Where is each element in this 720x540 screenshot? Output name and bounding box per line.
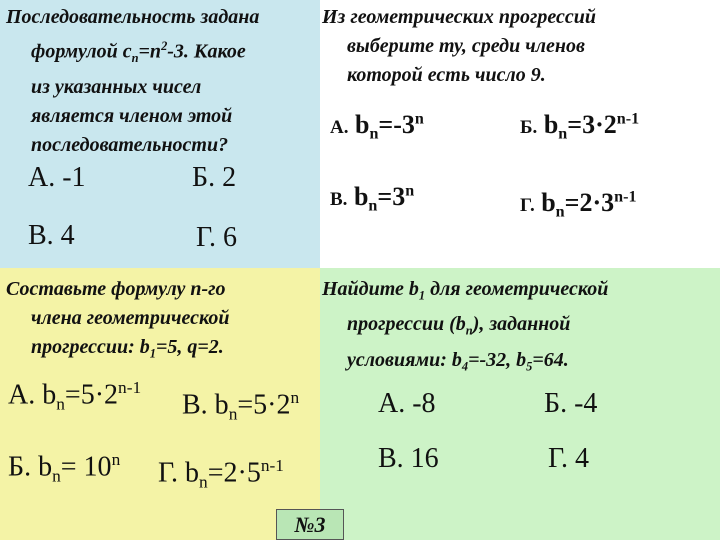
option-base: b (541, 188, 556, 217)
task3-text-part: =5, q=2. (155, 336, 224, 358)
task4-answer-g: Г. 4 (548, 443, 590, 474)
task2-option-v (330, 182, 414, 216)
task1-answer-v: В. 4 (28, 220, 75, 251)
option-sup: n (405, 182, 415, 200)
task4-sub: n (465, 323, 473, 338)
task4-line (322, 346, 608, 381)
task1-text-part: -3. Какое (167, 40, 246, 63)
task3-option-b (8, 450, 120, 486)
task2-option-a (330, 110, 424, 144)
task4-text-part: ), заданной (472, 313, 571, 336)
task1-answer-a: А. -1 (28, 162, 86, 193)
task3-line (6, 333, 229, 368)
option-sup: n-1 (614, 188, 637, 206)
option-sup: n (414, 110, 424, 128)
slide-number-badge: №3 (276, 509, 344, 540)
option-base: b (543, 110, 559, 139)
task2-text (322, 3, 596, 90)
task1-text-part: =n (138, 40, 162, 63)
task4-line (322, 275, 608, 310)
task1-text-part: формулой c (31, 40, 132, 63)
task1-answer-b: Б. 2 (192, 162, 237, 193)
option-sub: n (199, 472, 208, 492)
task4-answer-a: А. -8 (378, 388, 436, 419)
option-sub: n (52, 466, 61, 486)
option-sup: n-1 (118, 378, 142, 397)
task4-text-part: прогрессии (b (347, 313, 466, 336)
option-base: b (353, 182, 369, 211)
task4-text-part: для геометрической (425, 278, 609, 300)
task4-line (322, 310, 608, 345)
task4-text (322, 275, 608, 381)
option-prefix: А. b (8, 379, 57, 411)
task3-sub: 1 (149, 346, 156, 361)
task3-option-a (8, 378, 141, 414)
option-mid: =5·2 (237, 389, 291, 421)
task4-sub: 4 (461, 358, 469, 373)
task4-sub: 5 (526, 358, 533, 373)
task3-option-v (182, 388, 299, 424)
task4-answer-v: В. 16 (378, 443, 439, 474)
option-mid: =-3 (378, 110, 415, 139)
task2-line: Из геометрических прогрессий (322, 6, 596, 28)
option-mid: =3·2 (567, 110, 617, 139)
task3-text-part: прогрессии: b (31, 336, 150, 358)
option-sub: n (368, 197, 378, 215)
option-mid: = 10 (60, 451, 112, 483)
task3-line: Составьте формулу n-го (6, 278, 226, 300)
option-sup: n (290, 388, 300, 407)
task2-option-b (520, 110, 639, 144)
option-sub: n (56, 394, 65, 414)
task1-line: является членом этой (31, 104, 233, 127)
task4-text-part: Найдите b (322, 278, 419, 300)
task1-line: Последовательность задана (6, 6, 260, 28)
task2-line: которой есть число 9. (347, 64, 546, 86)
task4-text-part: =-32, b (468, 348, 527, 371)
option-prefix: Б. b (8, 451, 53, 483)
option-sub: n (228, 404, 238, 424)
task1-line: последовательности? (31, 133, 229, 156)
option-sub: n (369, 125, 379, 143)
task4-answer-b: Б. -4 (544, 388, 598, 419)
task2-option-g (520, 188, 637, 222)
option-sup: n-1 (616, 110, 640, 128)
task1-answer-g: Г. 6 (196, 222, 238, 253)
option-sub: n (558, 125, 568, 143)
option-letter: В. (330, 189, 348, 210)
task2-line: выберите ту, среди членов (347, 35, 585, 57)
option-base: b (354, 110, 370, 139)
task3-option-g (158, 456, 284, 492)
task4-text-part: =64. (532, 348, 569, 371)
option-sup: n-1 (260, 456, 284, 475)
task1-text (6, 3, 259, 160)
option-mid: =3 (377, 182, 406, 211)
option-prefix: Г. b (158, 457, 200, 489)
task4-text-part: условиями: b (347, 348, 462, 371)
option-sup: n (111, 450, 121, 469)
task4-sub: 1 (418, 288, 426, 303)
option-letter: Б. (520, 117, 538, 138)
task3-line: члена геометрической (31, 307, 230, 329)
task3-text (6, 275, 229, 368)
option-mid: =5·2 (64, 379, 119, 411)
option-mid: =2·3 (564, 188, 615, 217)
option-prefix: В. b (182, 389, 229, 421)
option-sub: n (555, 203, 565, 221)
task1-line (6, 32, 259, 73)
task1-sub: n (131, 50, 139, 65)
task1-sup: 2 (161, 39, 168, 53)
option-letter: Г. (520, 195, 535, 216)
task1-line: из указанных чисел (31, 75, 202, 98)
option-mid: =2·5 (207, 457, 261, 489)
option-letter: А. (330, 117, 349, 138)
